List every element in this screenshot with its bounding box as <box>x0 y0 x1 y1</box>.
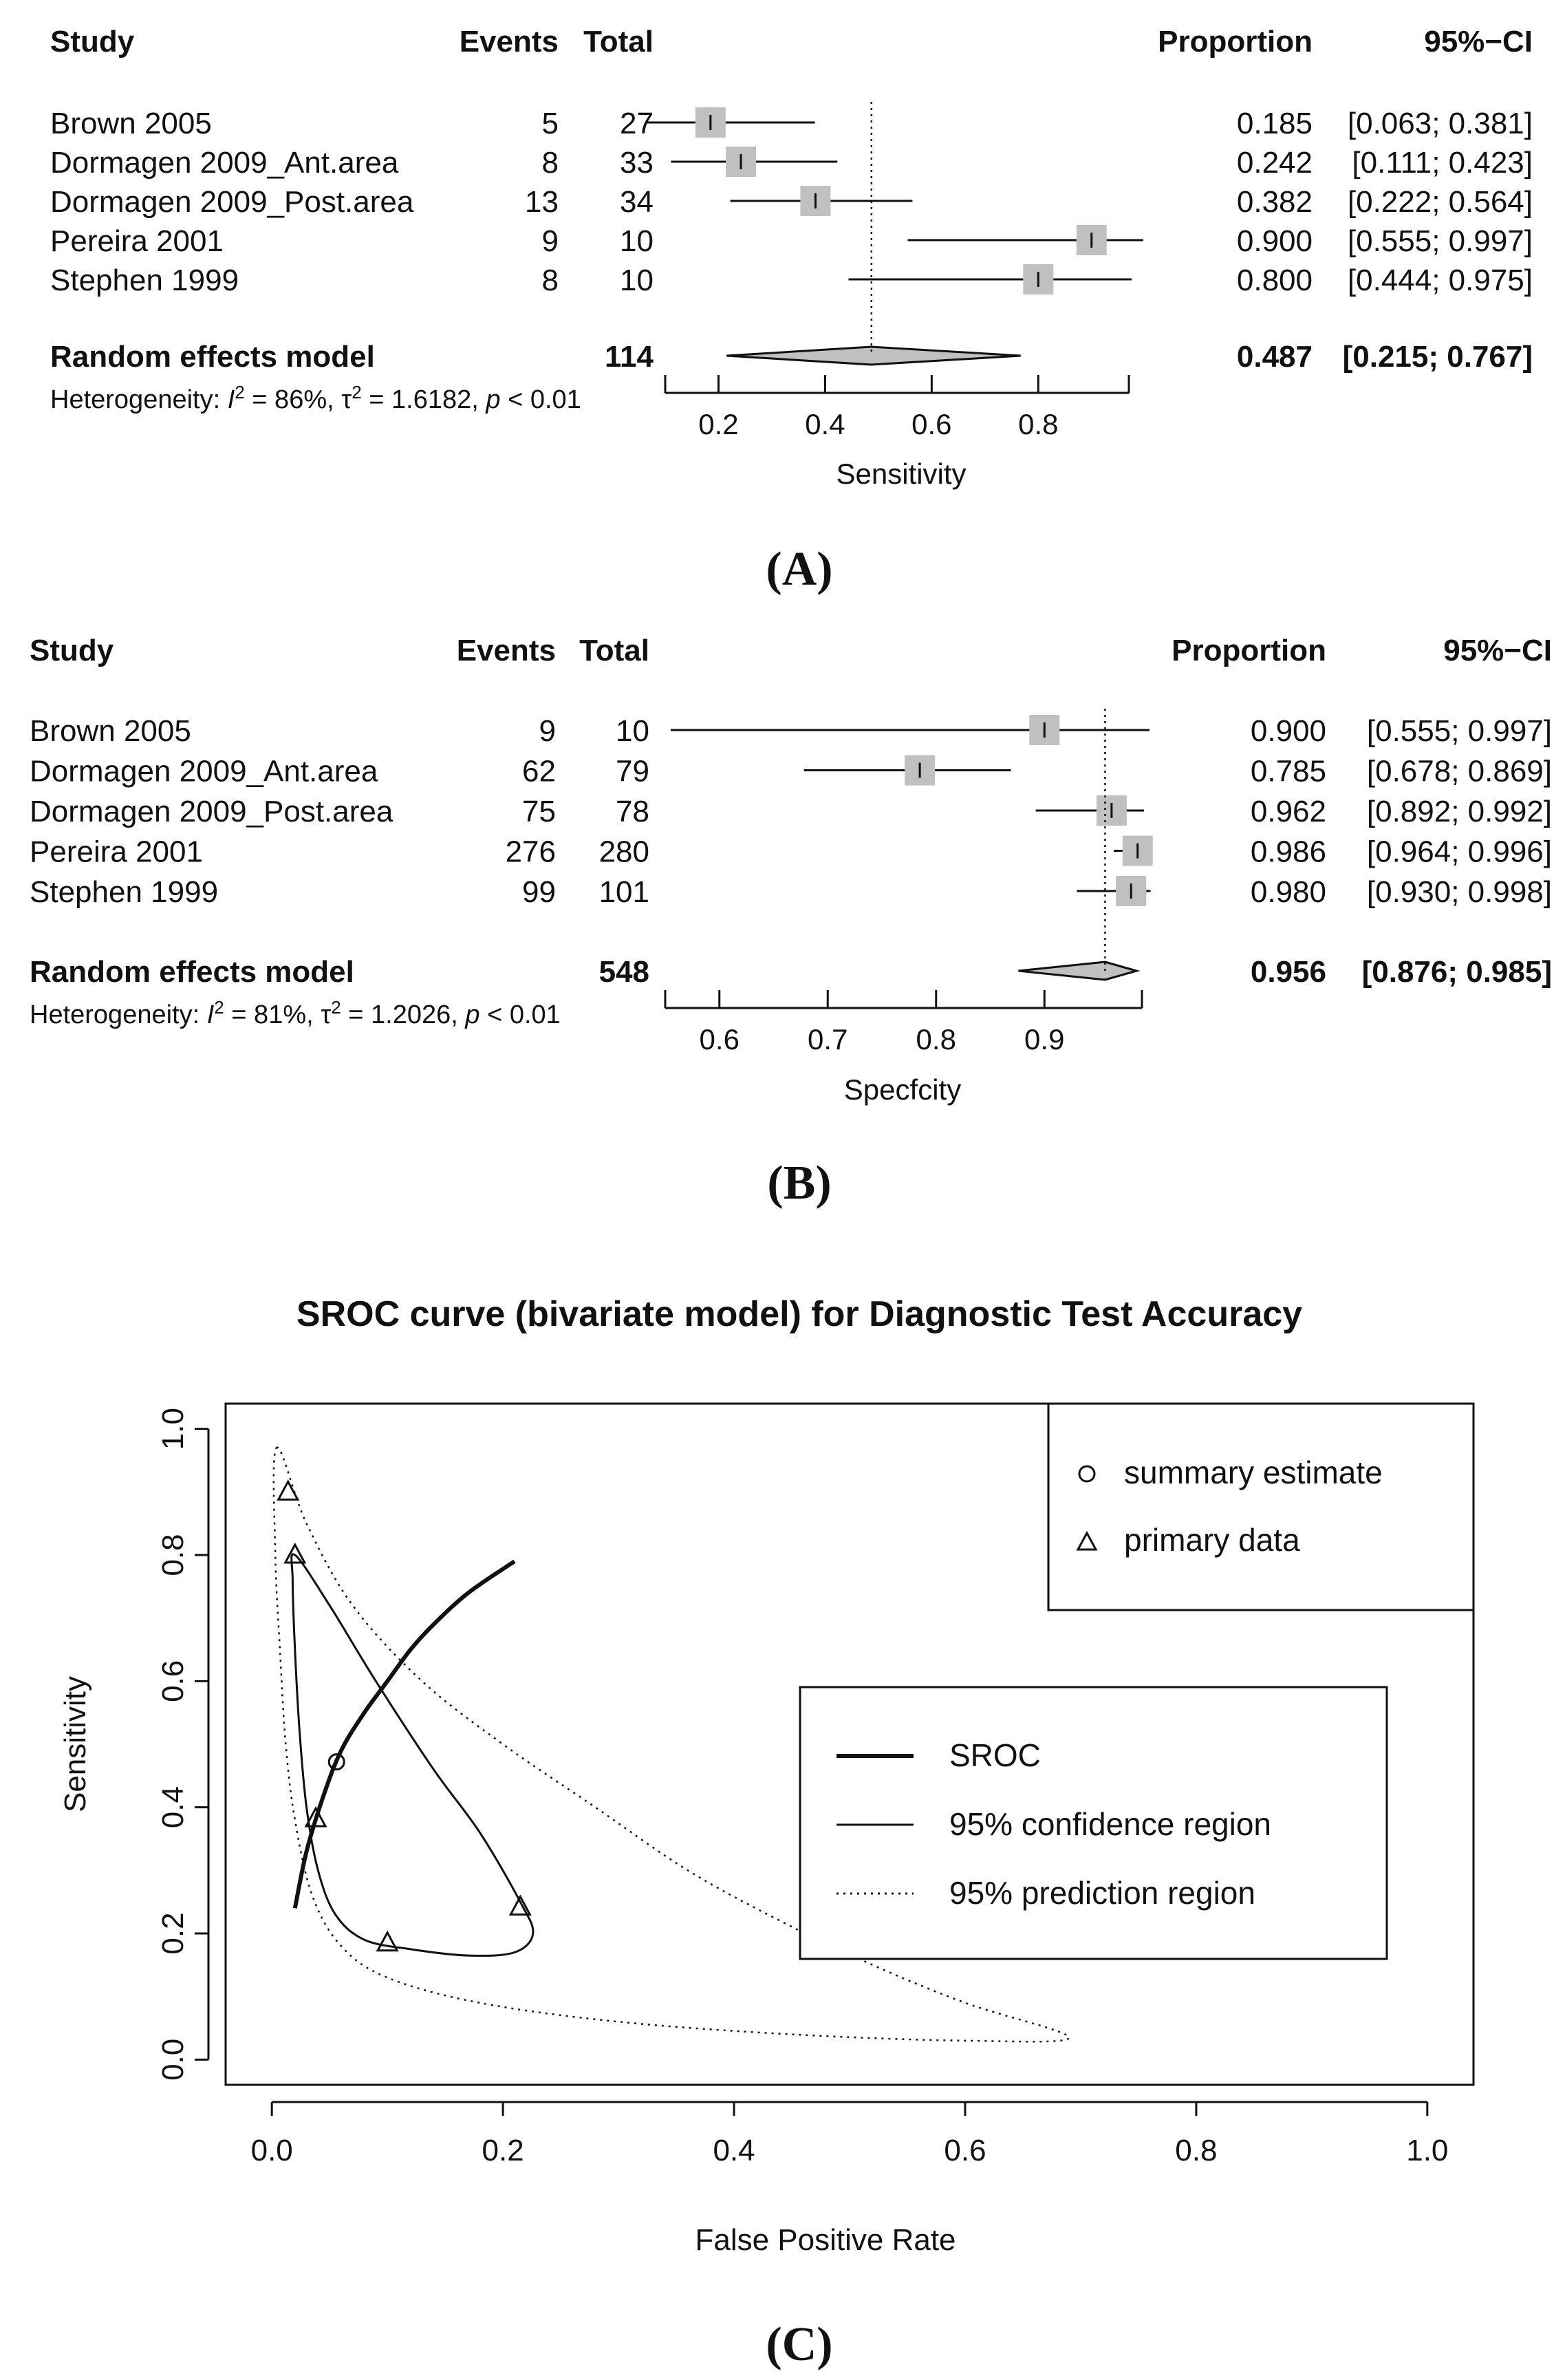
study-total: 10 <box>620 264 654 297</box>
study-ci: [0.444; 0.975] <box>1347 264 1533 297</box>
primary-data-triangle <box>279 1481 298 1499</box>
y-tick-label: 0.2 <box>156 1912 190 1955</box>
study-ci: [0.892; 0.992] <box>1366 795 1552 828</box>
study-ci: [0.678; 0.869] <box>1366 754 1552 789</box>
study-total: 27 <box>620 107 654 140</box>
study-proportion: 0.986 <box>1250 835 1326 869</box>
header-study: Study <box>30 634 114 667</box>
study-total: 280 <box>598 835 649 869</box>
primary-data-triangle <box>510 1897 530 1915</box>
legend-summary-label: summary estimate <box>1124 1455 1383 1490</box>
header-events: Events <box>459 25 559 58</box>
x-axis-label: False Positive Rate <box>695 2223 956 2257</box>
x-tick-label: 0.6 <box>911 408 952 440</box>
x-axis-label: Sensitivity <box>836 458 967 490</box>
y-tick-label: 1.0 <box>156 1408 190 1450</box>
data-points <box>279 1481 530 1950</box>
pooled-ci: [0.215; 0.767] <box>1342 340 1533 374</box>
study-proportion: 0.900 <box>1236 224 1313 258</box>
study-proportion: 0.785 <box>1250 754 1326 789</box>
pooled-label: Random effects model <box>30 955 354 989</box>
primary-data-triangle <box>285 1545 305 1563</box>
forest-marks <box>645 102 1143 365</box>
sroc-curve <box>295 1561 515 1908</box>
study-name: Brown 2005 <box>50 107 212 140</box>
pooled-diamond <box>1018 962 1136 980</box>
study-total: 10 <box>616 714 649 748</box>
x-tick-label: 0.4 <box>805 408 845 440</box>
forest-plot-specificity <box>30 634 1552 1210</box>
forest-plot-sensitivity <box>50 25 1533 596</box>
panel-label-b: (B) <box>767 1157 832 1210</box>
study-name: Pereira 2001 <box>30 835 203 869</box>
legend-box <box>1048 1404 1474 1610</box>
x-axis <box>251 2102 1449 2167</box>
y-tick-label: 0.0 <box>156 2038 190 2081</box>
sroc-plot <box>58 1294 1474 2371</box>
x-tick-label: 0.8 <box>1018 408 1059 440</box>
legend-confidence-label: 95% confidence region <box>949 1806 1271 1842</box>
pooled-proportion: 0.956 <box>1250 955 1326 989</box>
study-name: Dormagen 2009_Ant.area <box>50 146 399 180</box>
study-name: Stephen 1999 <box>30 875 219 909</box>
study-total: 10 <box>620 224 654 258</box>
x-tick-label: 0.2 <box>698 408 739 440</box>
study-events: 99 <box>522 875 556 909</box>
x-tick-label: 0.6 <box>699 1023 740 1055</box>
header-events: Events <box>456 634 556 667</box>
study-name: Dormagen 2009_Post.area <box>30 795 393 828</box>
study-proportion: 0.185 <box>1236 107 1313 140</box>
study-proportion: 0.382 <box>1236 185 1313 219</box>
pooled-total: 548 <box>598 955 649 989</box>
study-ci: [0.111; 0.423] <box>1352 146 1533 180</box>
study-ci: [0.222; 0.564] <box>1347 185 1533 219</box>
study-name: Pereira 2001 <box>50 224 224 258</box>
study-events: 276 <box>505 835 556 869</box>
panel-label-a: (A) <box>766 543 833 596</box>
heterogeneity-text: Heterogeneity: $I^2 = 81\%$, $\tau^2 = 1.2026$, p < 0.01 <box>30 997 561 1029</box>
x-tick-label: 0.4 <box>713 2134 755 2167</box>
header-total: Total <box>579 634 649 667</box>
pooled-label: Random effects model <box>50 340 375 374</box>
legend-points <box>1048 1404 1474 1610</box>
study-proportion: 0.900 <box>1250 714 1326 748</box>
y-axis <box>156 1408 208 2081</box>
study-events: 62 <box>522 754 556 789</box>
y-tick-label: 0.4 <box>156 1786 190 1829</box>
study-proportion: 0.980 <box>1250 875 1326 909</box>
study-proportion: 0.962 <box>1250 795 1326 828</box>
study-proportion: 0.242 <box>1236 146 1313 180</box>
x-tick-label: 0.0 <box>250 2134 293 2167</box>
study-total: 34 <box>620 185 654 219</box>
x-tick-label: 0.2 <box>482 2134 524 2167</box>
study-ci: [0.555; 0.997] <box>1366 714 1552 748</box>
study-total: 79 <box>616 754 649 789</box>
study-events: 5 <box>541 107 559 140</box>
x-tick-label: 1.0 <box>1406 2134 1449 2167</box>
header-ci: 95%−CI <box>1424 25 1533 58</box>
study-rows <box>30 714 1552 909</box>
pooled-proportion: 0.487 <box>1236 340 1313 374</box>
study-name: Brown 2005 <box>30 714 191 748</box>
x-tick-label: 0.7 <box>808 1023 848 1055</box>
study-total: 78 <box>616 795 649 828</box>
header-proportion: Proportion <box>1172 634 1326 667</box>
study-ci: [0.063; 0.381] <box>1347 107 1533 140</box>
legend-prediction-label: 95% prediction region <box>949 1875 1255 1911</box>
y-axis-label: Sensitivity <box>58 1675 92 1813</box>
study-events: 75 <box>522 795 556 828</box>
legend-sroc-label: SROC <box>949 1737 1041 1773</box>
study-total: 101 <box>598 875 649 909</box>
x-axis <box>665 990 1142 1055</box>
study-ci: [0.964; 0.996] <box>1366 835 1552 869</box>
study-proportion: 0.800 <box>1236 264 1313 297</box>
x-axis-label: Specfcity <box>843 1073 962 1106</box>
x-axis <box>665 375 1129 440</box>
study-name: Stephen 1999 <box>50 264 239 297</box>
header-study: Study <box>50 25 135 58</box>
x-tick-label: 0.8 <box>1175 2134 1218 2167</box>
legend-primary-label: primary data <box>1124 1522 1300 1558</box>
legend-lines <box>800 1687 1387 1959</box>
y-tick-label: 0.6 <box>156 1660 190 1702</box>
study-events: 9 <box>541 224 559 258</box>
header-total: Total <box>583 25 654 58</box>
study-events: 8 <box>541 264 559 297</box>
header-ci: 95%−CI <box>1443 634 1552 667</box>
forest-marks <box>671 709 1153 980</box>
x-tick-label: 0.9 <box>1024 1023 1065 1055</box>
study-ci: [0.930; 0.998] <box>1366 875 1552 909</box>
chart-title: SROC curve (bivariate model) for Diagnostic Test Accuracy <box>296 1294 1303 1334</box>
pooled-diamond <box>726 347 1021 365</box>
panel-label-c: (C) <box>766 2318 833 2371</box>
study-events: 9 <box>539 714 556 748</box>
study-name: Dormagen 2009_Ant.area <box>30 754 378 789</box>
study-events: 13 <box>525 185 559 219</box>
heterogeneity-text: Heterogeneity: $I^2 = 86\%$, $\tau^2 = 1.6182$, p < 0.01 <box>50 382 581 414</box>
pooled-total: 114 <box>605 340 654 374</box>
x-tick-label: 0.6 <box>944 2134 986 2167</box>
confidence-region-curve <box>292 1554 533 1956</box>
x-tick-label: 0.8 <box>916 1023 956 1055</box>
study-name: Dormagen 2009_Post.area <box>50 185 414 219</box>
y-tick-label: 0.8 <box>156 1534 190 1576</box>
study-ci: [0.555; 0.997] <box>1347 224 1533 258</box>
study-total: 33 <box>620 146 654 180</box>
header-proportion: Proportion <box>1158 25 1313 58</box>
pooled-ci: [0.876; 0.985] <box>1361 955 1552 989</box>
study-events: 8 <box>541 146 559 180</box>
